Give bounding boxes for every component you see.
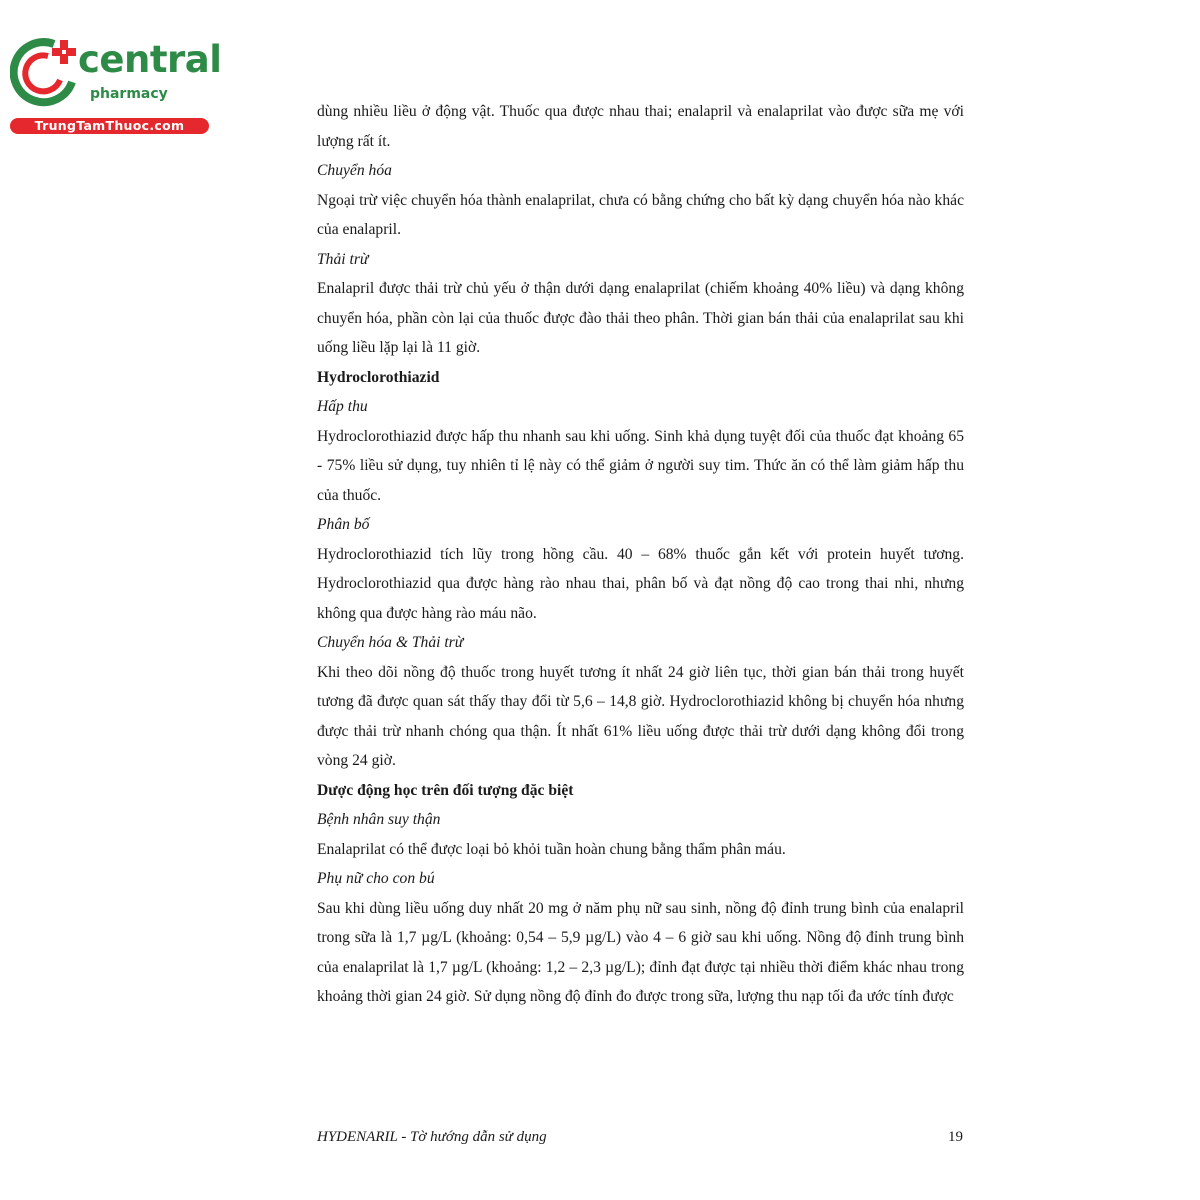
paragraph: Sau khi dùng liều uống duy nhất 20 mg ở năm phụ nữ sau sinh, nồng độ đỉnh trung bình của enalapril trong sữa là 1,7 µg/L (khoảng: 0,54 – 5,9 µg/L) vào 4 – 6 giờ sau khi uống. Nồng độ đỉnh trung bình của enalaprilat là 1,7 µg/L (khoảng: 1,2 – 2,3 µg/L); đỉnh đạt được tại nhiều thời điểm khác nhau trong khoảng thời gian 24 giờ. Sử dụng nồng độ đỉnh đo được trong sữa, lượng thu nạp tối đa ước tính được xyxy=(317,899,964,1005)
subheading: Phụ nữ cho con bú xyxy=(317,870,435,887)
paragraph: Ngoại trừ việc chuyển hóa thành enalaprilat, chưa có bằng chứng cho bất kỳ dạng chuyển hóa nào khác của enalapril. xyxy=(317,191,964,238)
section-heading: Dược động học trên đối tượng đặc biệt xyxy=(317,781,574,799)
pharmacy-cross-icon xyxy=(10,38,82,110)
paragraph: dùng nhiều liều ở động vật. Thuốc qua được nhau thai; enalapril và enalaprilat vào được sữa mẹ với lượng rất ít. xyxy=(317,103,964,150)
document-body xyxy=(317,97,964,1012)
paragraph: Enalaprilat có thể được loại bỏ khỏi tuần hoàn chung bằng thẩm phân máu. xyxy=(317,840,786,858)
subheading: Bệnh nhân suy thận xyxy=(317,811,441,828)
page-number: 19 xyxy=(948,1129,963,1145)
subheading: Hấp thu xyxy=(317,398,368,415)
brand-subtitle: pharmacy xyxy=(90,86,168,102)
footer-document-title: HYDENARIL - Tờ hướng dẫn sử dụng xyxy=(317,1129,547,1145)
subheading: Thải trừ xyxy=(317,250,369,268)
section-heading: Hydroclorothiazid xyxy=(317,368,440,386)
subheading: Phân bố xyxy=(317,516,370,533)
paragraph: Khi theo dõi nồng độ thuốc trong huyết tương ít nhất 24 giờ liên tục, thời gian bán thải trong huyết tương đã được quan sát thấy thay đổi từ 5,6 – 14,8 giờ. Hydroclorothiazid không bị chuyển hóa nhưng được thải trừ nhanh chóng qua thận. Ít nhất 61% liều uống được thải trừ dưới dạng không đổi trong vòng 24 giờ. xyxy=(317,663,964,769)
paragraph: Hydroclorothiazid tích lũy trong hồng cầu. 40 – 68% thuốc gắn kết với protein huyết tương. Hydroclorothiazid qua được hàng rào nhau thai, phân bố và đạt nồng độ cao trong thai nhi, nhưng không qua được hàng rào máu não. xyxy=(317,545,964,622)
subheading: Chuyển hóa xyxy=(317,162,392,179)
brand-name: central xyxy=(78,38,222,81)
paragraph: Hydroclorothiazid được hấp thu nhanh sau khi uống. Sinh khả dụng tuyệt đối của thuốc đạt khoảng 65 - 75% liều sử dụng, tuy nhiên tỉ lệ này có thể giảm ở người suy tim. Thức ăn có thể làm giảm hấp thu của thuốc. xyxy=(317,427,964,504)
paragraph: Enalapril được thải trừ chủ yếu ở thận dưới dạng enalaprilat (chiếm khoảng 40% liều) và dạng không chuyển hóa, phần còn lại của thuốc được đào thải theo phân. Thời gian bán thải của enalaprilat sau khi uống liều lặp lại là 11 giờ. xyxy=(317,280,964,356)
brand-url-badge: TrungTamThuoc.com xyxy=(10,118,209,134)
subheading: Chuyển hóa & Thải trừ xyxy=(317,634,464,651)
